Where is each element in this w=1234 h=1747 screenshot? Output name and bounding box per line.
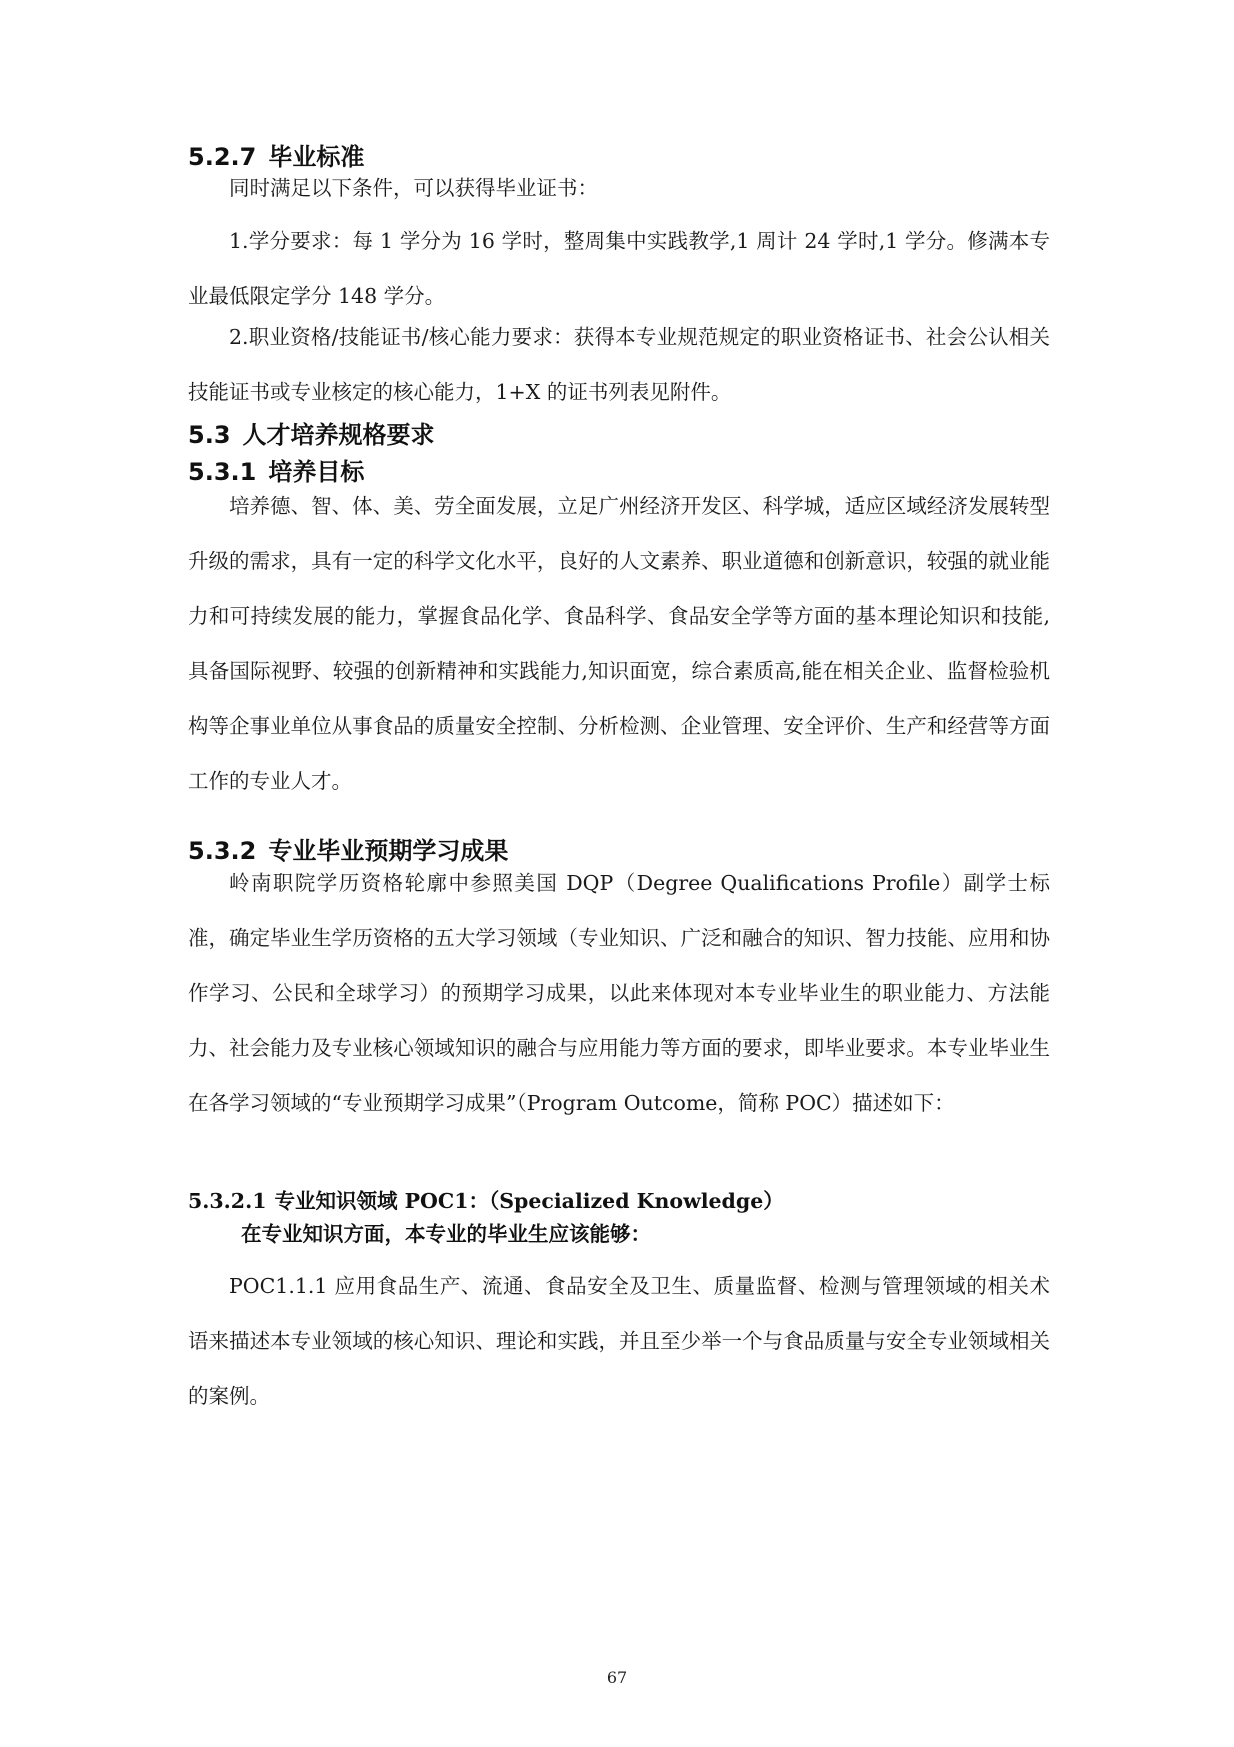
- heading-5-3: [188, 418, 435, 452]
- heading-number: 5.3.2: [188, 837, 257, 865]
- heading-number: 5.3: [188, 421, 231, 449]
- paragraph-certificate-requirement: 2.职业资格/技能证书/核心能力要求：获得本专业规范规定的职业资格证书、社会公认相关技能证书或专业核定的核心能力，1+X 的证书列表见附件。: [188, 325, 1050, 404]
- heading-title: 人才培养规格要求: [242, 421, 435, 449]
- paragraph-poc-1-1-1: POC1.1.1 应用食品生产、流通、食品安全及卫生、质量监督、检测与管理领域的相关术语来描述本专业领域的核心知识、理论和实践，并且至少举一个与食品质量与安全专业领域相关的案例。: [188, 1274, 1050, 1408]
- heading-title: 专业毕业预期学习成果: [268, 837, 509, 865]
- heading-title: 毕业标准: [268, 143, 365, 171]
- paragraph-training-objective: 培养德、智、体、美、劳全面发展，立足广州经济开发区、科学城，适应区域经济发展转型升级的需求，具有一定的科学文化水平，良好的人文素养、职业道德和创新意识，较强的就业能力和可持续发展的能力，掌握食品化学、食品科学、食品安全学等方面的基本理论知识和技能,具备国际视野、较强的创新精神和实践能力,知识面宽，综合素质高,能在相关企业、监督检验机构等企事业单位从事食品的质量安全控制、分析检测、企业管理、安全评价、生产和经营等方面工作的专业人才。: [188, 494, 1050, 793]
- heading-title: 培养目标: [268, 458, 365, 486]
- page-number: 67: [606, 1668, 628, 1687]
- paragraph-program-outcomes: 岭南职院学历资格轮廓中参照美国 DQP（Degree Qualifications Profile）副学士标准，确定毕业生学历资格的五大学习领域（专业知识、广泛和融合的知识、智力技能、应用和协作学习、公民和全球学习）的预期学习成果，以此来体现对本专业毕业生的职业能力、方法能力、社会能力及专业核心领域知识的融合与应用能力等方面的要求，即毕业要求。本专业毕业生在各学习领域的“专业预期学习成果”（Program Outcome，简称 POC）描述如下：: [188, 871, 1050, 1115]
- heading-number: 5.3.1: [188, 458, 257, 486]
- heading-title: 专业知识领域 POC1：（Specialized Knowledge）: [274, 1189, 784, 1213]
- heading-5-3-2-1: [188, 1186, 784, 1216]
- paragraph-graduation-intro: 同时满足以下条件，可以获得毕业证书：: [229, 176, 598, 200]
- paragraph-credit-requirement: 1.学分要求：每 1 学分为 16 学时，整周集中实践教学,1 周计 24 学时,1 学分。修满本专业最低限定学分 148 学分。: [188, 229, 1050, 308]
- paragraph-knowledge-lead: 在专业知识方面，本专业的毕业生应该能够：: [241, 1222, 651, 1246]
- heading-number: 5.3.2.1: [188, 1189, 267, 1213]
- heading-number: 5.2.7: [188, 143, 257, 171]
